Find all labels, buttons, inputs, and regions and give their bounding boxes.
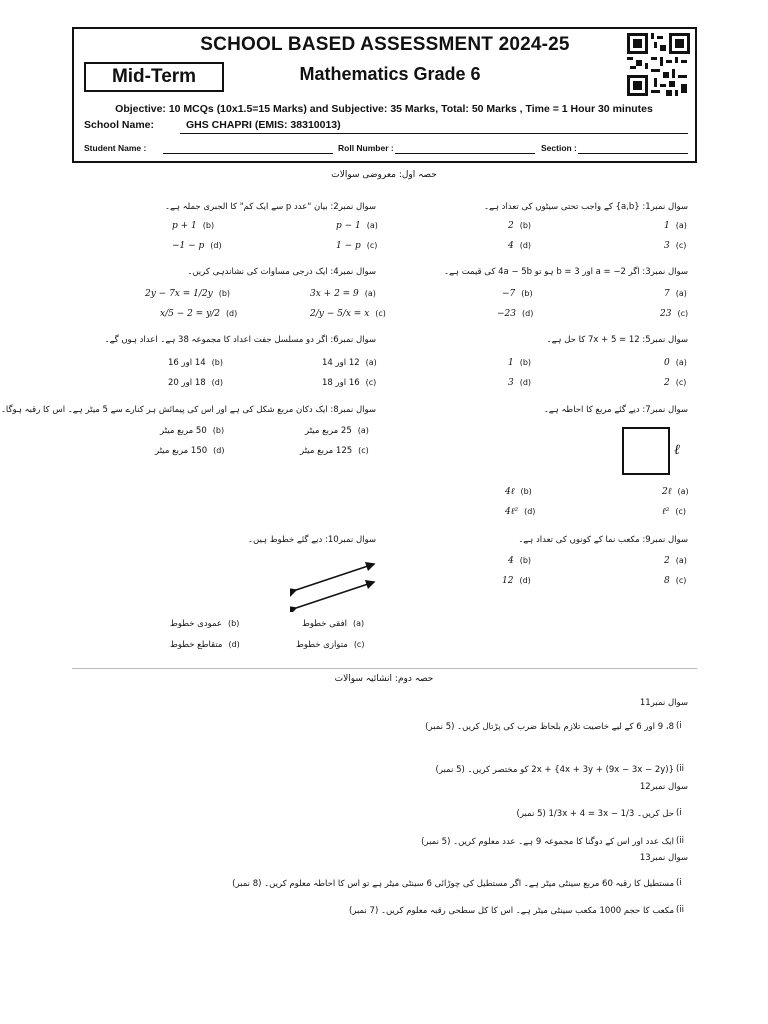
q12-roman-ii: (ii <box>676 836 685 846</box>
q7-option-a[interactable]: 2ℓ (a) <box>662 487 689 497</box>
q10-option-b[interactable]: عمودی خطوط (b) <box>170 619 240 629</box>
square-figure <box>622 427 670 475</box>
q8-option-d[interactable]: 150 مربع میٹر (d) <box>155 446 225 456</box>
question-11-part-ii: 2x + {4x + 3y + (9x − 3x − 2y)} کو مختصر کریں۔ (5 نمبر) <box>435 765 674 775</box>
q8-option-a[interactable]: 25 مربع میٹر (a) <box>305 426 369 436</box>
qr-code-icon <box>627 33 690 96</box>
question-8-text: سوال نمبر8: ایک دکان مربع شکل کی ہے اور اس کی پیمائش ہر کنارے سے 5 میٹر ہے۔ اس کا رقبہ ہوگا۔ <box>0 405 376 415</box>
q2-option-c[interactable]: 1 − p (c) <box>336 241 378 251</box>
q6-option-b[interactable]: 14 اور 16 (b) <box>168 358 223 368</box>
q5-option-d[interactable]: 3 (d) <box>508 378 532 388</box>
section-label: Section : <box>541 143 577 153</box>
section-divider <box>72 668 697 669</box>
q10-option-d[interactable]: متقاطع خطوط (d) <box>170 640 240 650</box>
question-6-text: سوال نمبر6: اگر دو مسلسل جفت اعداد کا مجموعہ 38 ہے۔ اعداد ہوں گے۔ <box>104 335 376 345</box>
q2-option-b[interactable]: p + 1 (b) <box>172 221 215 231</box>
q7-option-c[interactable]: ℓ² (c) <box>662 507 686 517</box>
q4-option-b[interactable]: 2y − 7x = 1/2y (b) <box>145 289 231 299</box>
q7-option-d[interactable]: 4ℓ² (d) <box>505 507 536 517</box>
question-12-part-ii: ایک عدد اور اس کے دوگنا کا مجموعہ 9 ہے۔ عدد معلوم کریں۔ (5 نمبر) <box>421 837 674 847</box>
q3-option-b[interactable]: −7 (b) <box>502 289 533 299</box>
q2-option-a[interactable]: p − 1 (a) <box>336 221 378 231</box>
question-12-part-i: حل کریں۔ 1/3x + 4 = 3x − 1/3 (5 نمبر) <box>516 809 674 819</box>
term-badge: Mid-Term <box>84 62 224 92</box>
question-5-text: سوال نمبر5: 7x + 5 = 12 کا حل ہے۔ <box>546 335 688 345</box>
question-7-text: سوال نمبر7: دیے گئے مربع کا احاطہ ہے۔ <box>543 405 688 415</box>
q9-option-c[interactable]: 8 (c) <box>664 576 687 586</box>
question-11-label: سوال نمبر11 <box>639 698 688 708</box>
q13-roman-ii: (ii <box>676 905 685 915</box>
q1-option-d[interactable]: 4 (d) <box>508 241 532 251</box>
question-12-label: سوال نمبر12 <box>639 782 688 792</box>
q11-roman-ii: (ii <box>676 764 685 774</box>
parallel-lines-figure <box>290 560 380 612</box>
q6-option-c[interactable]: 16 اور 18 (c) <box>322 378 377 388</box>
q6-option-d[interactable]: 18 اور 20 (d) <box>168 378 223 388</box>
q4-option-c[interactable]: 2/y − 5/x = x (c) <box>310 309 386 319</box>
assessment-title: SCHOOL BASED ASSESSMENT 2024-25 <box>200 34 570 55</box>
objective-line: Objective: 10 MCQs (10x1.5=15 Marks) and Subjective: 35 Marks, Total: 50 Marks , Time = 1 Hour 30 minutes <box>115 103 653 115</box>
question-3-text: سوال نمبر3: اگر a = −2 اور b = 3 ہو تو 4a − 5b کی قیمت ہے۔ <box>444 267 688 277</box>
roll-number-label: Roll Number : <box>338 143 394 153</box>
q7-option-b[interactable]: 4ℓ (b) <box>505 487 532 497</box>
q12-roman-i: (i <box>676 808 682 818</box>
question-9-text: سوال نمبر9: مکعب نما کے کونوں کی تعداد ہے۔ <box>518 535 688 545</box>
section1-heading: حصہ اول: معروضی سوالات <box>331 170 437 180</box>
q6-option-a[interactable]: 12 اور 14 (a) <box>322 358 377 368</box>
q5-option-c[interactable]: 2 (c) <box>664 378 687 388</box>
q10-option-a[interactable]: افقی خطوط (a) <box>302 619 365 629</box>
q3-option-a[interactable]: 7 (a) <box>664 289 687 299</box>
question-13-part-i: مستطیل کا رقبہ 60 مربع سینٹی میٹر ہے۔ اگر مستطیل کی چوڑائی 6 سینٹی میٹر ہے تو اس کا احاطہ معلوم کریں۔ (8 نمبر) <box>232 879 674 889</box>
question-4-text: سوال نمبر4: ایک درجی مساوات کی نشاندہی کریں۔ <box>187 267 376 277</box>
q11-roman-i: (i <box>676 721 682 731</box>
q3-option-d[interactable]: −23 (d) <box>497 309 534 319</box>
school-name-underline <box>180 133 688 134</box>
square-side-label: ℓ <box>674 442 680 458</box>
school-name-label: School Name: <box>84 119 155 131</box>
q1-option-b[interactable]: 2 (b) <box>508 221 532 231</box>
subject-title: Mathematics Grade 6 <box>299 64 481 84</box>
q1-option-a[interactable]: 1 (a) <box>664 221 687 231</box>
q8-option-c[interactable]: 125 مربع میٹر (c) <box>300 446 369 456</box>
section2-heading: حصہ دوم: انشائیہ سوالات <box>334 674 434 684</box>
question-13-part-ii: مکعب کا حجم 1000 مکعب سینٹی میٹر ہے۔ اس کا کل سطحی رقبہ معلوم کریں۔ (7 نمبر) <box>348 906 674 916</box>
question-2-text: سوال نمبر2: بیان "عدد p سے ایک کم" کا الجبری جملہ ہے۔ <box>165 202 376 212</box>
section-field[interactable] <box>578 153 688 154</box>
q1-option-c[interactable]: 3 (c) <box>664 241 687 251</box>
q9-option-d[interactable]: 12 (d) <box>502 576 531 586</box>
q10-option-c[interactable]: متوازی خطوط (c) <box>296 640 365 650</box>
question-11-part-i: 8، 9 اور 6 کے لیے خاصیت تلازم بلحاظ ضرب کی پڑتال کریں۔ (5 نمبر) <box>425 722 674 732</box>
q4-option-d[interactable]: x/5 − 2 = y/2 (d) <box>160 309 238 319</box>
question-13-label: سوال نمبر13 <box>639 853 688 863</box>
student-name-field[interactable] <box>163 153 333 154</box>
student-name-label: Student Name : <box>84 143 147 153</box>
q5-option-a[interactable]: 0 (a) <box>664 358 687 368</box>
q13-roman-i: (i <box>676 878 682 888</box>
q9-option-b[interactable]: 4 (b) <box>508 556 532 566</box>
q9-option-a[interactable]: 2 (a) <box>664 556 687 566</box>
school-name-value: GHS CHAPRI (EMIS: 38310013) <box>186 119 341 131</box>
q2-option-d[interactable]: −1 − p (d) <box>172 241 222 251</box>
q5-option-b[interactable]: 1 (b) <box>508 358 532 368</box>
question-1-text: سوال نمبر1: {a,b} کے واجب تحتی سیٹوں کی تعداد ہے۔ <box>484 202 688 212</box>
q8-option-b[interactable]: 50 مربع میٹر (b) <box>160 426 225 436</box>
roll-number-field[interactable] <box>395 153 535 154</box>
q3-option-c[interactable]: 23 (c) <box>660 309 689 319</box>
question-10-text: سوال نمبر10: دیے گئے خطوط ہیں۔ <box>248 535 376 545</box>
q4-option-a[interactable]: 3x + 2 = 9 (a) <box>310 289 376 299</box>
